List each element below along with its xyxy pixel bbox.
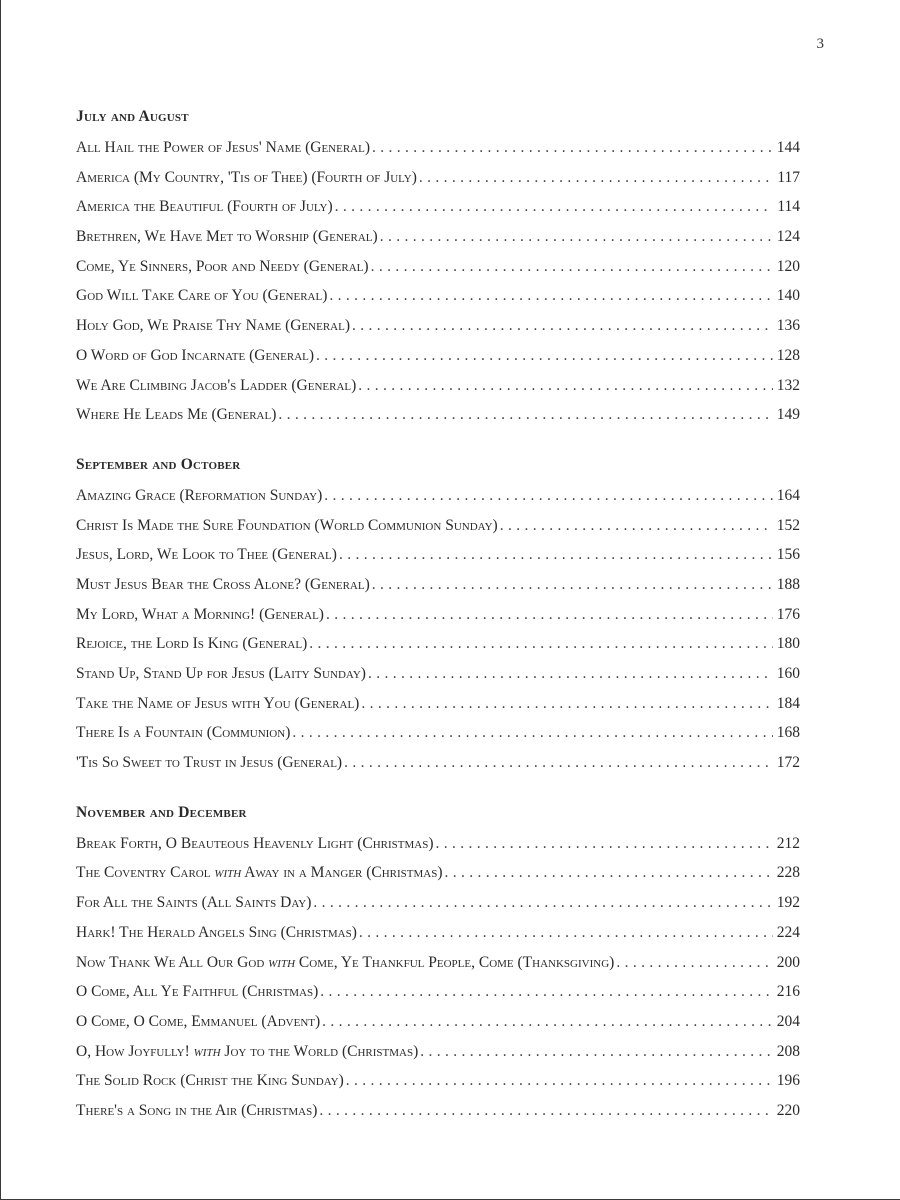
page-ref: 156 <box>776 546 800 564</box>
page-ref: 200 <box>776 953 800 971</box>
entry-title: Jesus, Lord, We Look to Thee (General) <box>76 546 337 564</box>
dot-leader <box>319 1096 772 1126</box>
entry-title: Must Jesus Bear the Cross Alone? (General) <box>76 575 370 593</box>
dot-leader <box>372 570 773 600</box>
dot-leader <box>320 977 772 1007</box>
page-ref: 224 <box>776 923 800 941</box>
entry-title-part: O, How Joyfully! <box>76 1042 190 1060</box>
entry-title: Take the Name of Jesus with You (General) <box>76 694 360 712</box>
dot-leader <box>368 659 773 689</box>
toc-entry[interactable] <box>76 311 800 341</box>
toc-entry[interactable] <box>76 1066 800 1096</box>
page-ref: 114 <box>777 198 800 216</box>
page-ref: 160 <box>776 665 800 682</box>
toc-entry[interactable] <box>76 222 800 252</box>
entry-title-part: Joy to the World (Christmas) <box>224 1042 419 1060</box>
page-number: 3 <box>816 36 824 52</box>
page-ref: 132 <box>776 376 800 394</box>
dot-leader <box>313 888 772 918</box>
entry-title: Where He Leads Me (General) <box>76 406 277 424</box>
page-ref: 120 <box>776 257 800 275</box>
dot-leader <box>358 371 772 401</box>
page-ref: 212 <box>776 834 800 852</box>
page-ref: 180 <box>776 635 800 653</box>
entry-title: The Solid Rock (Christ the King Sunday) <box>76 1072 344 1090</box>
table-of-contents <box>76 104 800 1148</box>
dot-leader <box>326 600 773 630</box>
toc-entry[interactable] <box>76 689 800 719</box>
toc-entry[interactable] <box>76 718 800 748</box>
entry-joiner: with <box>268 953 296 971</box>
dot-leader <box>346 1066 773 1096</box>
toc-entry[interactable] <box>76 948 800 978</box>
toc-entry[interactable] <box>76 858 800 888</box>
entry-title: All Hail the Power of Jesus' Name (General) <box>76 139 370 156</box>
entry-title <box>76 858 443 888</box>
section-july-august <box>76 104 800 430</box>
entry-title: Break Forth, O Beauteous Heavenly Light (Christmas) <box>76 834 434 852</box>
page-ref: 188 <box>776 575 800 593</box>
page-ref: 144 <box>776 139 800 156</box>
section-title: September and October <box>76 455 241 473</box>
toc-entry[interactable] <box>76 570 800 600</box>
toc-entry[interactable] <box>76 600 800 630</box>
entry-title: O Come, O Come, Emmanuel (Advent) <box>76 1012 321 1030</box>
toc-entry[interactable] <box>76 977 800 1007</box>
page-ref: 196 <box>776 1072 800 1090</box>
dot-leader <box>278 400 772 430</box>
entry-title: Brethren, We Have Met to Worship (General) <box>76 228 378 246</box>
entry-title: 'Tis So Sweet to Trust in Jesus (General) <box>76 754 343 772</box>
toc-entry[interactable] <box>76 341 800 371</box>
entry-title: Stand Up, Stand Up for Jesus (Laity Sunday) <box>76 665 366 682</box>
dot-leader <box>500 511 773 541</box>
toc-entry[interactable] <box>76 133 800 163</box>
page-ref: 176 <box>776 605 800 623</box>
toc-entry[interactable] <box>76 163 800 193</box>
dot-leader <box>352 311 773 341</box>
dot-leader <box>324 481 773 511</box>
entry-title: Amazing Grace (Reformation Sunday) <box>76 486 323 504</box>
entry-title: For All the Saints (All Saints Day) <box>76 894 312 912</box>
entry-title: America the Beautiful (Fourth of July) <box>76 198 333 216</box>
entry-title: Holy God, We Praise Thy Name (General) <box>76 317 350 335</box>
entry-title <box>76 1037 418 1067</box>
dot-leader <box>335 192 774 222</box>
entry-title: God Will Take Care of You (General) <box>76 287 328 305</box>
page-ref: 168 <box>776 724 800 742</box>
page-ref: 152 <box>776 516 800 534</box>
toc-entry[interactable] <box>76 748 800 778</box>
toc-entry[interactable] <box>76 511 800 541</box>
dot-leader <box>309 629 773 659</box>
dot-leader <box>316 341 773 371</box>
toc-entry[interactable] <box>76 371 800 401</box>
page-ref: 192 <box>776 894 800 912</box>
entry-title: Hark! The Herald Angels Sing (Christmas) <box>76 923 357 941</box>
dot-leader <box>371 252 773 282</box>
toc-entry[interactable] <box>76 481 800 511</box>
entry-title-part: The Coventry Carol <box>76 864 211 882</box>
entry-title: There Is a Fountain (Communion) <box>76 724 291 742</box>
page-ref: 164 <box>776 486 800 504</box>
toc-entry[interactable] <box>76 252 800 282</box>
entry-title: Come, Ye Sinners, Poor and Needy (General) <box>76 257 369 275</box>
dot-leader <box>322 1007 773 1037</box>
page-ref: 149 <box>776 406 800 424</box>
entry-title: My Lord, What a Morning! (General) <box>76 605 324 623</box>
page-ref: 204 <box>776 1012 800 1030</box>
toc-entry[interactable] <box>76 629 800 659</box>
page-ref: 228 <box>776 864 800 882</box>
dot-leader <box>436 829 773 859</box>
entry-joiner: with <box>214 864 242 882</box>
entry-title: America (My Country, 'Tis of Thee) (Fourth of July) <box>76 168 417 186</box>
toc-entry[interactable] <box>76 829 800 859</box>
dot-leader <box>419 163 773 193</box>
entry-title-part: Come, Ye Thankful People, Come (Thanksgiving) <box>298 953 615 971</box>
entry-title: Rejoice, the Lord Is King (General) <box>76 635 308 653</box>
page-ref: 216 <box>776 983 800 1001</box>
dot-leader <box>344 748 773 778</box>
entry-title: There's a Song in the Air (Christmas) <box>76 1101 318 1119</box>
toc-entry[interactable] <box>76 918 800 948</box>
page-ref: 124 <box>776 228 800 246</box>
toc-entry[interactable] <box>76 400 800 430</box>
toc-entry[interactable] <box>76 1007 800 1037</box>
dot-leader <box>359 918 773 948</box>
dot-leader <box>420 1037 772 1067</box>
page-ref: 184 <box>776 694 800 712</box>
entry-title: O Come, All Ye Faithful (Christmas) <box>76 983 319 1001</box>
entry-title: Christ Is Made the Sure Foundation (World Communion Sunday) <box>76 516 498 534</box>
dot-leader <box>616 948 772 978</box>
section-september-october <box>76 452 800 778</box>
toc-entry[interactable] <box>76 192 800 222</box>
dot-leader <box>380 222 773 252</box>
toc-entry[interactable] <box>76 540 800 570</box>
dot-leader <box>445 858 773 888</box>
dot-leader <box>329 281 772 311</box>
entry-title-part: Now Thank We All Our God <box>76 953 265 971</box>
entry-title: O Word of God Incarnate (General) <box>76 346 315 364</box>
toc-entry[interactable] <box>76 888 800 918</box>
dot-leader <box>292 718 772 748</box>
page-ref: 220 <box>776 1101 800 1119</box>
dot-leader <box>339 540 773 570</box>
entry-title <box>76 948 614 978</box>
section-title: November and December <box>76 803 247 821</box>
page-ref: 128 <box>776 346 800 364</box>
toc-entry[interactable] <box>76 659 800 689</box>
page-ref: 208 <box>776 1042 800 1060</box>
section-november-december <box>76 800 800 1126</box>
section-title: July and August <box>76 108 189 125</box>
page-ref: 117 <box>777 168 800 186</box>
page-ref: 172 <box>776 754 800 772</box>
dot-leader <box>372 133 773 163</box>
entry-title-part: Away in a Manger (Christmas) <box>244 864 443 882</box>
toc-entry[interactable] <box>76 1096 800 1126</box>
page-ref: 140 <box>776 287 800 305</box>
entry-title: We Are Climbing Jacob's Ladder (General) <box>76 376 357 394</box>
dot-leader <box>361 689 772 719</box>
toc-entry[interactable] <box>76 281 800 311</box>
entry-joiner: with <box>193 1042 221 1060</box>
page-ref: 136 <box>776 317 800 335</box>
toc-entry[interactable] <box>76 1037 800 1067</box>
